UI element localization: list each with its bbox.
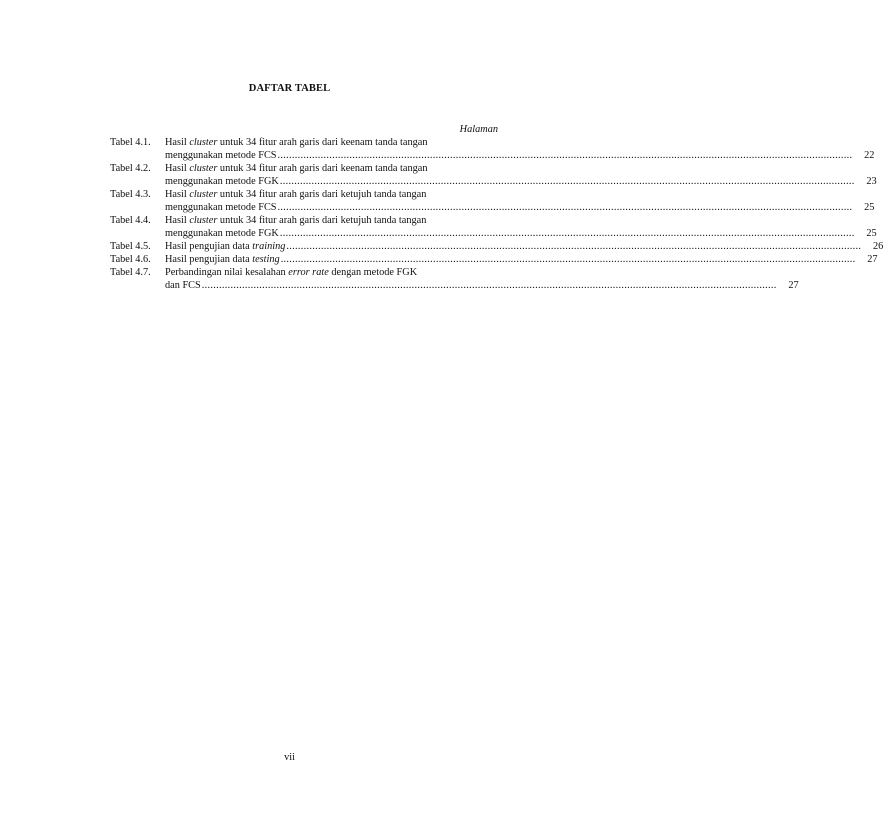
entry-page: 22 bbox=[864, 150, 875, 161]
entry-label: Tabel 4.1. bbox=[110, 137, 151, 148]
leader-dots: ........................................................................................................................................................................................................ bbox=[279, 228, 855, 239]
entry-title-line: Hasil cluster untuk 34 fitur arah garis dari keenam tanda tangan bbox=[165, 163, 428, 174]
table-entry-4-7[interactable] bbox=[110, 266, 799, 292]
entry-last-line: Hasil pengujian data training ........................................................................................................................................................................................................ 26 bbox=[165, 241, 883, 252]
entry-label: Tabel 4.3. bbox=[110, 189, 151, 200]
entry-title-line: Hasil cluster untuk 34 fitur arah garis dari ketujuh tanda tangan bbox=[165, 215, 427, 226]
page-title: DAFTAR TABEL bbox=[248, 83, 331, 94]
leader-dots: ........................................................................................................................................................................................................ bbox=[280, 254, 856, 265]
entry-page: 25 bbox=[866, 228, 877, 239]
entry-title-line: Perbandingan nilai kesalahan error rate dengan metode FGK bbox=[165, 267, 418, 278]
page-column-header: Halaman bbox=[459, 124, 498, 135]
entry-page: 23 bbox=[866, 176, 877, 187]
table-entry-4-4[interactable] bbox=[110, 214, 877, 240]
entry-page: 27 bbox=[867, 254, 878, 265]
table-entry-4-6[interactable] bbox=[110, 253, 878, 266]
entry-last-line: menggunakan metode FCS ........................................................................................................................................................................................................ 25 bbox=[165, 202, 875, 213]
entry-page: 26 bbox=[872, 241, 883, 252]
leader-dots: ........................................................................................................................................................................................................ bbox=[277, 202, 853, 213]
leader-dots: ........................................................................................................................................................................................................ bbox=[277, 150, 853, 161]
leader-dots: ........................................................................................................................................................................................................ bbox=[279, 176, 855, 187]
entry-last-line: Hasil pengujian data testing ........................................................................................................................................................................................................ 27 bbox=[165, 254, 878, 265]
entry-title-line: Hasil cluster untuk 34 fitur arah garis dari keenam tanda tangan bbox=[165, 137, 428, 148]
entry-last-line: dan FCS ........................................................................................................................................................................................................ 27 bbox=[165, 280, 799, 291]
entry-label: Tabel 4.7. bbox=[110, 267, 151, 278]
leader-dots: ........................................................................................................................................................................................................ bbox=[286, 241, 862, 252]
entry-last-line: menggunakan metode FGK ........................................................................................................................................................................................................ 25 bbox=[165, 228, 877, 239]
entry-page: 27 bbox=[788, 280, 799, 291]
entry-label: Tabel 4.4. bbox=[110, 215, 151, 226]
leader-dots: ........................................................................................................................................................................................................ bbox=[201, 280, 777, 291]
table-entry-4-3[interactable] bbox=[110, 188, 875, 214]
entry-label: Tabel 4.5. bbox=[110, 241, 151, 252]
table-entry-4-5[interactable] bbox=[110, 240, 883, 253]
entry-title-line: Hasil cluster untuk 34 fitur arah garis dari ketujuh tanda tangan bbox=[165, 189, 427, 200]
page-number: vii bbox=[284, 752, 295, 763]
table-entry-4-2[interactable] bbox=[110, 162, 877, 188]
entry-label: Tabel 4.6. bbox=[110, 254, 151, 265]
entry-page: 25 bbox=[864, 202, 875, 213]
entry-last-line: menggunakan metode FCS ........................................................................................................................................................................................................ 22 bbox=[165, 150, 875, 161]
entry-label: Tabel 4.2. bbox=[110, 163, 151, 174]
table-list bbox=[110, 136, 883, 292]
table-entry-4-1[interactable] bbox=[110, 136, 875, 162]
entry-last-line: menggunakan metode FGK ........................................................................................................................................................................................................ 23 bbox=[165, 176, 877, 187]
